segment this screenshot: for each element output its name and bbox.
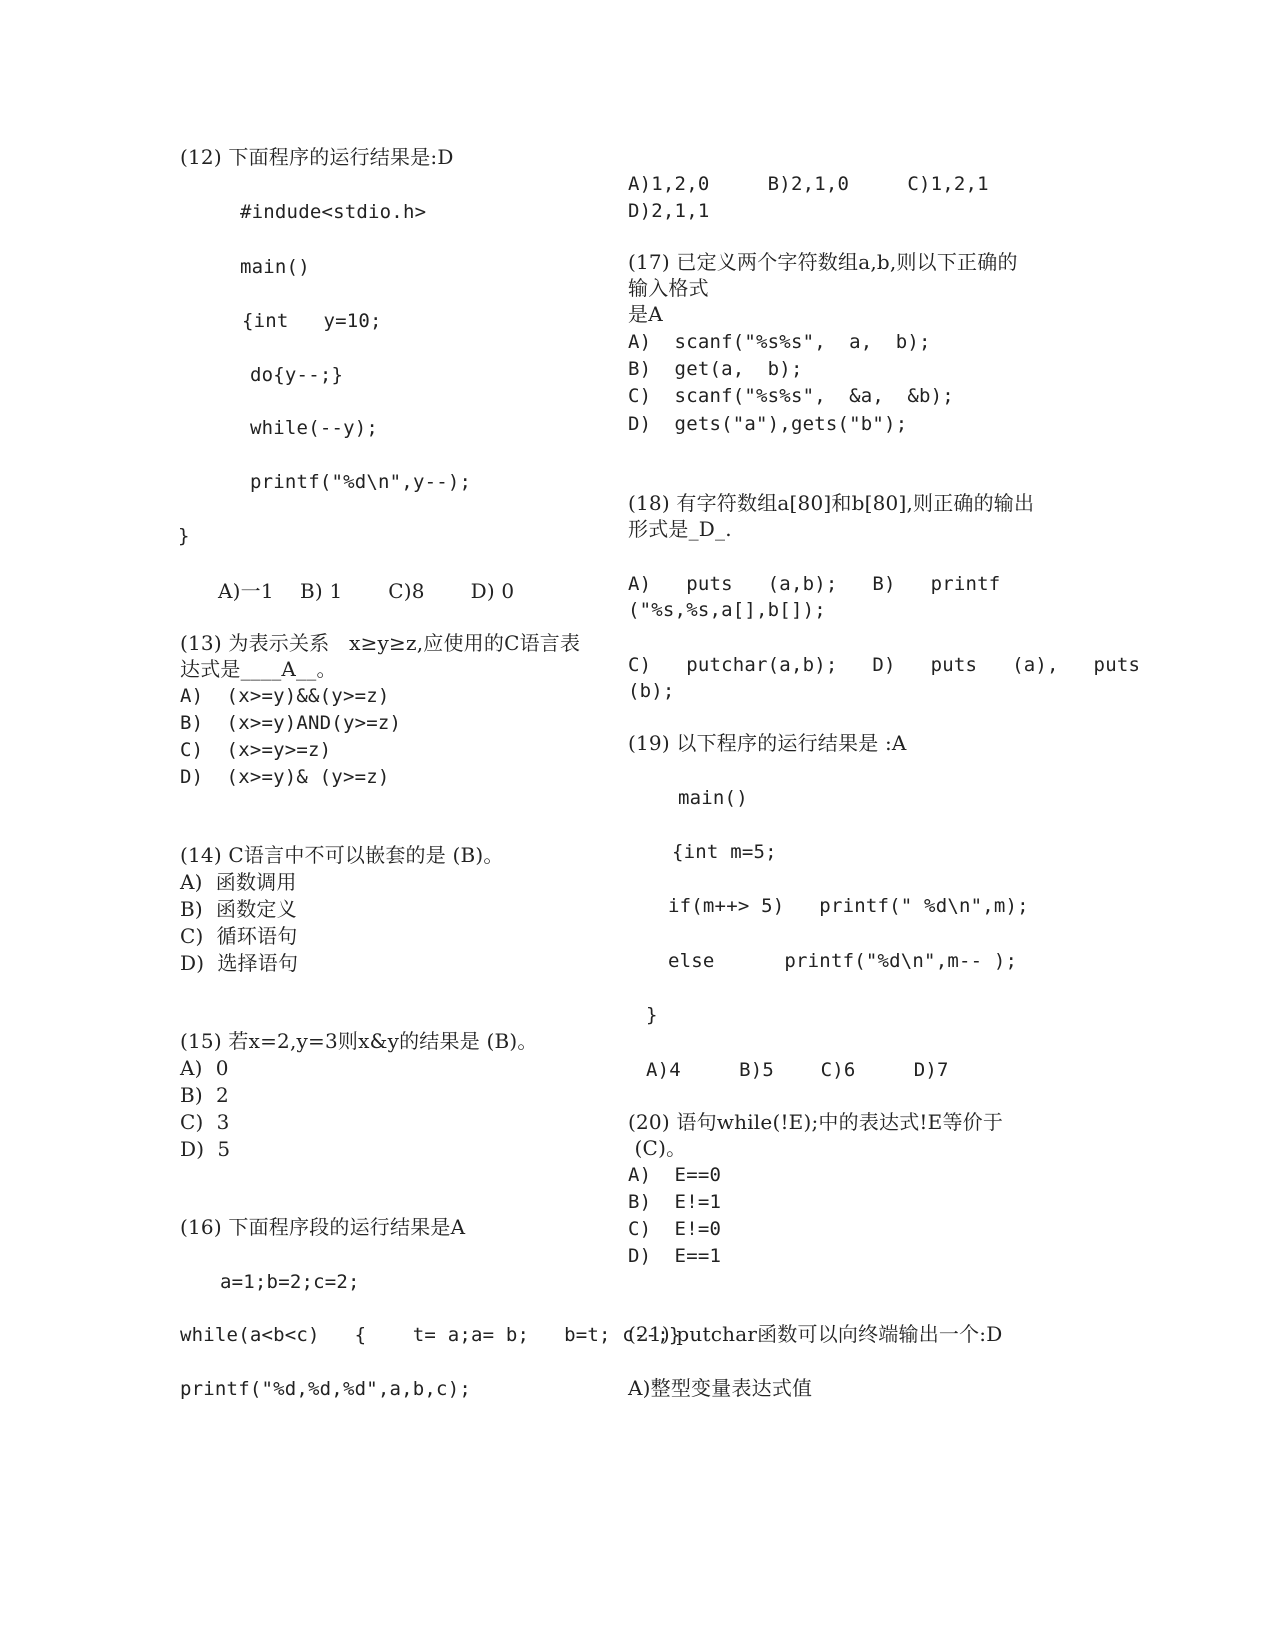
q15-option: D) 5: [180, 1137, 231, 1161]
q15-option: B) 2: [180, 1083, 229, 1107]
q12-code-line: {int y=10;: [242, 310, 382, 332]
q16-options: D)2,1,1: [628, 200, 710, 222]
q17-title: 是A: [628, 302, 663, 326]
q21-option: A)整型变量表达式值: [628, 1376, 813, 1400]
q19-code-line: else printf("%d\n",m-- );: [668, 950, 1018, 972]
q18-option: A) puts (a,b); B) printf: [628, 573, 1001, 595]
q12-code-line: while(--y);: [250, 417, 379, 439]
q12-code-line: #indude<stdio.h>: [240, 201, 427, 223]
q13-option: B) (x>=y)AND(y>=z): [180, 712, 402, 734]
q14-option: B) 函数定义: [180, 897, 297, 921]
q15-title: (15) 若x=2,y=3则x&y的结果是 (B)。: [180, 1029, 538, 1053]
q20-option: A) E==0: [628, 1164, 722, 1186]
q17-option: D) gets("a"),gets("b");: [628, 413, 908, 435]
q14-option: D) 选择语句: [180, 951, 299, 975]
q19-title: (19) 以下程序的运行结果是 :A: [628, 731, 907, 755]
q17-title: 输入格式: [628, 276, 709, 300]
q16-options: A)1,2,0 B)2,1,0 C)1,2,1: [628, 173, 989, 195]
q13-option: D) (x>=y)& (y>=z): [180, 766, 390, 788]
q13-title: 达式是____A__。: [180, 657, 337, 681]
q17-option: B) get(a, b);: [628, 358, 803, 380]
q12-title: (12) 下面程序的运行结果是:D: [180, 145, 454, 169]
q13-title: (13) 为表示关系 x≥y≥z,应使用的C语言表: [180, 631, 581, 655]
q12-code-line: printf("%d\n",y--);: [250, 471, 472, 493]
q12-code-line: main(): [240, 256, 310, 278]
q15-option: A) 0: [180, 1056, 229, 1080]
q20-option: B) E!=1: [628, 1191, 722, 1213]
q19-code-line: if(m++> 5) printf(" %d\n",m);: [668, 895, 1029, 917]
q18-title: 形式是_D_.: [628, 517, 732, 541]
q19-code-line: main(): [678, 787, 748, 809]
q21-title: (21) putchar函数可以向终端输出一个:D: [628, 1322, 1003, 1346]
q17-option: A) scanf("%s%s", a, b);: [628, 331, 931, 353]
q20-title: (20) 语句while(!E);中的表达式!E等价于: [628, 1110, 1004, 1134]
q12-code-line: }: [178, 525, 190, 547]
q18-title: (18) 有字符数组a[80]和b[80],则正确的输出: [628, 491, 1035, 515]
q14-title: (14) C语言中不可以嵌套的是 (B)。: [180, 843, 504, 867]
q20-title: (C)。: [628, 1136, 687, 1160]
q14-option: C) 循环语句: [180, 924, 298, 948]
q13-option: C) (x>=y>=z): [180, 739, 332, 761]
q20-option: C) E!=0: [628, 1218, 722, 1240]
q19-code-line: }: [646, 1004, 658, 1026]
q14-option: A) 函数调用: [180, 870, 297, 894]
q16-code-line: printf("%d,%d,%d",a,b,c);: [180, 1378, 471, 1400]
q19-options: A)4 B)5 C)6 D)7: [646, 1059, 949, 1081]
q17-option: C) scanf("%s%s", &a, &b);: [628, 385, 954, 407]
q19-code-line: {int m=5;: [672, 841, 777, 863]
q18-option: C) putchar(a,b); D) puts (a), puts: [628, 654, 1141, 676]
q15-option: C) 3: [180, 1110, 230, 1134]
q18-option: ("%s,%s,a[],b[]);: [628, 599, 826, 621]
q16-code-line: a=1;b=2;c=2;: [220, 1271, 360, 1293]
q12-options: A)一1 B) 1 C)8 D) 0: [218, 579, 515, 603]
q16-title: (16) 下面程序段的运行结果是A: [180, 1215, 466, 1239]
q12-code-line: do{y--;}: [250, 364, 344, 386]
q18-option: (b);: [628, 680, 675, 702]
q13-option: A) (x>=y)&&(y>=z): [180, 685, 390, 707]
q20-option: D) E==1: [628, 1245, 722, 1267]
q16-code-line: while(a<b<c) { t= a;a= b; b=t; c--;}: [180, 1324, 681, 1346]
q17-title: (17) 已定义两个字符数组a,b,则以下正确的: [628, 250, 1018, 274]
